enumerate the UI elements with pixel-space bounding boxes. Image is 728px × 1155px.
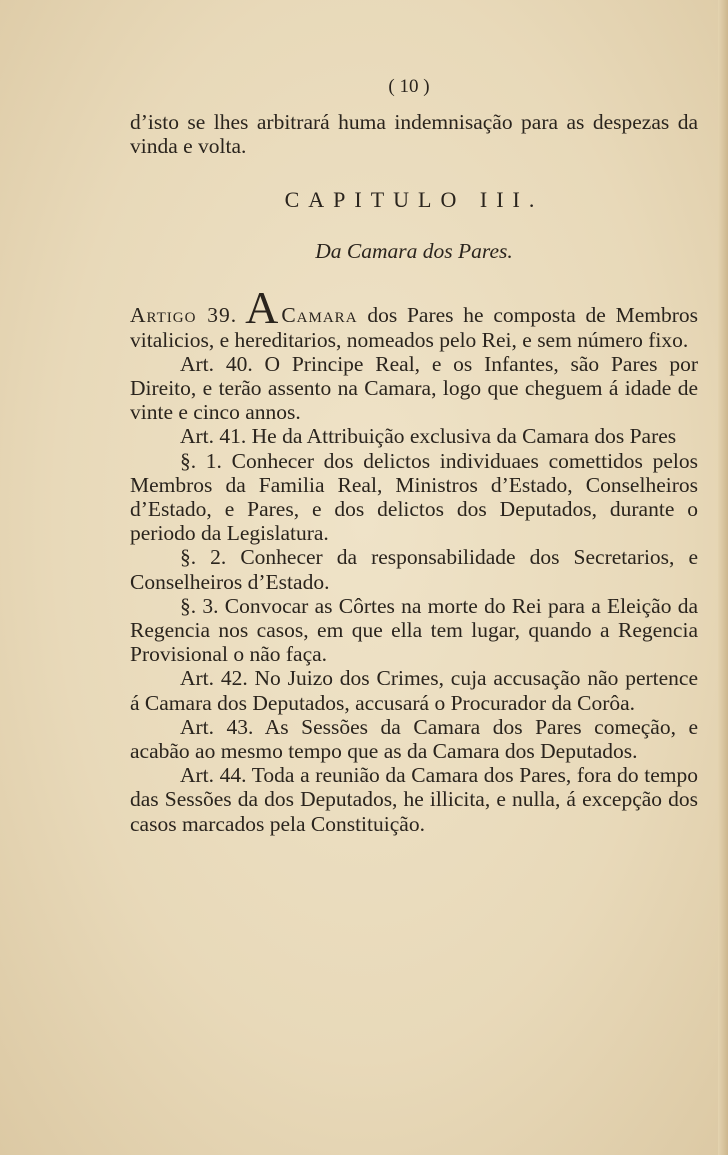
- article-41-section-2: §. 2. Conhecer da responsabilidade dos Secretarios, e Conselheiros d’Estado.: [130, 545, 698, 594]
- article-39-text: dos Pares he composta de Membros vitalicios, e hereditarios, nomeados pelo Rei, e sem número fixo.: [130, 303, 698, 352]
- article-40: Art. 40. O Principe Real, e os Infantes, são Pares por Direito, e terão assento na Camara, logo que cheguem á idade de vinte e cinco annos.: [130, 351, 698, 425]
- article-41: Art. 41. He da Attribuição exclusiva da Camara dos Pares: [180, 424, 677, 449]
- drop-cap: A: [245, 282, 279, 334]
- article-43: Art. 43. As Sessões da Camara dos Pares começão, e acabão ao mesmo tempo que as da Camara dos Deputados.: [130, 714, 698, 764]
- article-39-lead: Camara: [281, 303, 358, 328]
- article-39-label: Artigo 39.: [130, 303, 238, 328]
- article-41-section-1: §. 1. Conhecer dos delictos individuaes comettidos pelos Membros da Familia Real, Ministros d’Estado, Conselheiros d’Estado, e Pares, e dos delictos dos Deputados, durante o periodo da Legislatura.: [130, 448, 698, 546]
- page-text: [130, 70, 698, 836]
- chapter-subtitle: Da Camara dos Pares.: [315, 239, 513, 264]
- page-edge: [718, 0, 728, 1155]
- article-39: [130, 282, 698, 352]
- article-42: Art. 42. No Juizo dos Crimes, cuja accusação não pertence á Camara dos Deputados, accusará o Procurador da Corôa.: [130, 666, 698, 715]
- article-44: Art. 44. Toda a reunião da Camara dos Pares, fora do tempo das Sessões da dos Deputados, he illicita, e nulla, á excepção dos casos marcados pela Constituição.: [130, 763, 698, 836]
- page-number: ( 10 ): [388, 76, 430, 97]
- article-41-section-3: §. 3. Convocar as Côrtes na morte do Rei para a Eleição da Regencia nos casos, em que ella tem lugar, quando a Regencia Provisional o não faça.: [130, 593, 698, 667]
- intro-paragraph: d’isto se lhes arbitrará huma indemnisação para as despezas da vinda e volta.: [130, 110, 698, 159]
- chapter-heading: CAPITULO III.: [284, 187, 544, 213]
